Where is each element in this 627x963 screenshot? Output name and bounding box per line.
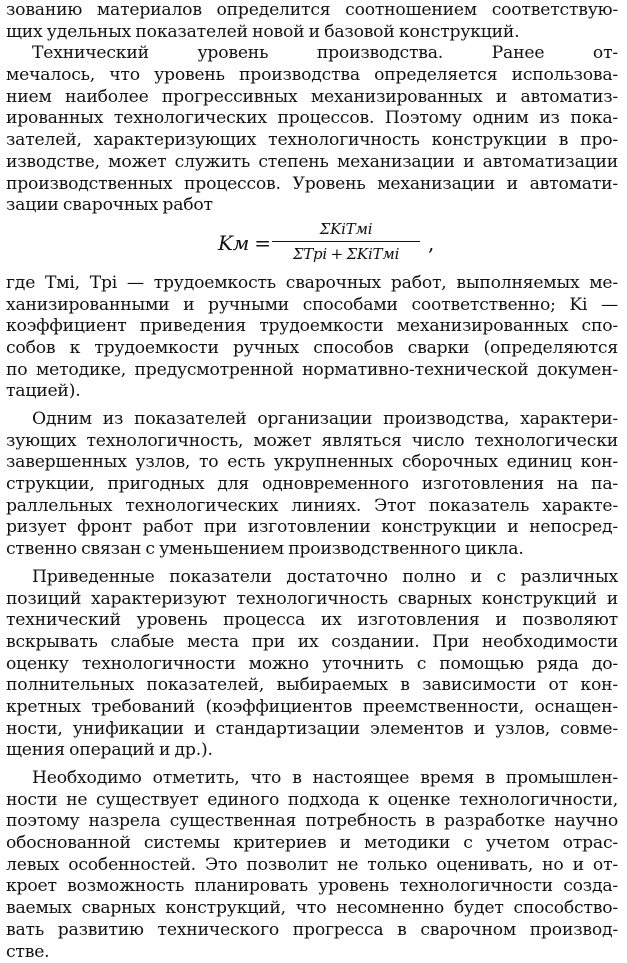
text-line: позиций характеризуют технологичность сварных конструкций и xyxy=(6,589,618,611)
text-line: ризует фронт работ при изготовлении конструкции и непосред- xyxy=(6,517,618,539)
fraction-bar xyxy=(272,241,420,242)
text-line: струкции, пригодных для одновременного изготовления на па- xyxy=(6,474,618,496)
text-line: изводстве, может служить степень механизации и автоматизации xyxy=(6,152,618,174)
text-line: ированных технологических процессов. Поэтому одним из пока- xyxy=(6,108,618,130)
text-line: по методике, предусмотренной нормативно-технической докумен- xyxy=(6,360,618,382)
text-line: зованию материалов определится соотношением соответствую- xyxy=(6,0,618,22)
text-line: поэтому назрела существенная потребность в разработке научно xyxy=(6,811,618,833)
text-line: ности, унификации и стандартизации элементов и узлов, совме- xyxy=(6,719,618,741)
text-line: кроет возможность планировать уровень технологичности созда- xyxy=(6,876,618,898)
text-line: раллельных технологических линиях. Этот показатель характе- xyxy=(6,496,618,518)
text-line: стве. xyxy=(6,942,618,963)
text-line: вскрывать слабые места при их создании. При необходимости xyxy=(6,632,618,654)
text-line: ственно связан с уменьшением производственного цикла. xyxy=(6,539,618,561)
text-line: оценку технологичности можно уточнить с помощью ряда до- xyxy=(6,654,618,676)
text-line: нием наиболее прогрессивных механизированных и автоматиз- xyxy=(6,87,618,109)
text-line: щих удельных показателей новой и базовой конструкций. xyxy=(6,22,618,44)
text-line: левых особенностей. Это позволит не только оценивать, но и от- xyxy=(6,855,618,877)
formula-trail: , xyxy=(428,233,434,255)
text-line: вать развитию технического прогресса в сварочном производ- xyxy=(6,920,618,942)
text-line: Необходимо отметить, что в настоящее время в промышлен- xyxy=(6,768,618,790)
section-heading-line: Технический уровень производства. Ранее от- xyxy=(6,43,618,65)
text-line: завершенных узлов, то есть укрупненных сборочных единиц кон- xyxy=(6,452,618,474)
text-line: коэффициент приведения трудоемкости механизированных спо- xyxy=(6,316,618,338)
text-line: ваемых сварных конструкций, что несомненно будет способство- xyxy=(6,898,618,920)
text-line: ности не существует единого подхода к оценке технологичности, xyxy=(6,790,618,812)
text-line: производственных процессов. Уровень механизации и автомати- xyxy=(6,174,618,196)
formula-fraction xyxy=(272,219,420,264)
text-line: кретных требований (коэффициентов преемственности, оснащен- xyxy=(6,697,618,719)
formula-numerator: ΣKiTмi xyxy=(272,219,420,239)
text-line: мечалось, что уровень производства определяется использова- xyxy=(6,65,618,87)
text-line: зующих технологичность, может являться число технологически xyxy=(6,431,618,453)
text-line: полнительных показателей, выбираемых в зависимости от кон- xyxy=(6,675,618,697)
text-line: ханизированными и ручными способами соответственно; Ki — xyxy=(6,295,618,317)
document-page xyxy=(6,0,618,903)
text-line: зации сварочных работ xyxy=(6,195,618,217)
text-line: где Tмi, Tpi — трудоемкость сварочных работ, выполняемых ме- xyxy=(6,273,618,295)
text-line: щения операций и др.). xyxy=(6,740,618,762)
text-line: зателей, характеризующих технологичность конструкции в про- xyxy=(6,130,618,152)
text-line: Одним из показателей организации производства, характери- xyxy=(6,409,618,431)
text-line: Приведенные показатели достаточно полно и с различных xyxy=(6,567,618,589)
text-line: обоснованной системы критериев и методики с учетом отрас- xyxy=(6,833,618,855)
text-line: технический уровень процесса их изготовления и позволяют xyxy=(6,610,618,632)
formula-denominator: ΣTpi + ΣKiTмi xyxy=(272,244,420,264)
text-line: собов к трудоемкости ручных способов сварки (определяются xyxy=(6,338,618,360)
formula-lhs: Kм = xyxy=(218,233,271,255)
formula xyxy=(6,217,618,273)
text-line: тацией). xyxy=(6,381,618,403)
